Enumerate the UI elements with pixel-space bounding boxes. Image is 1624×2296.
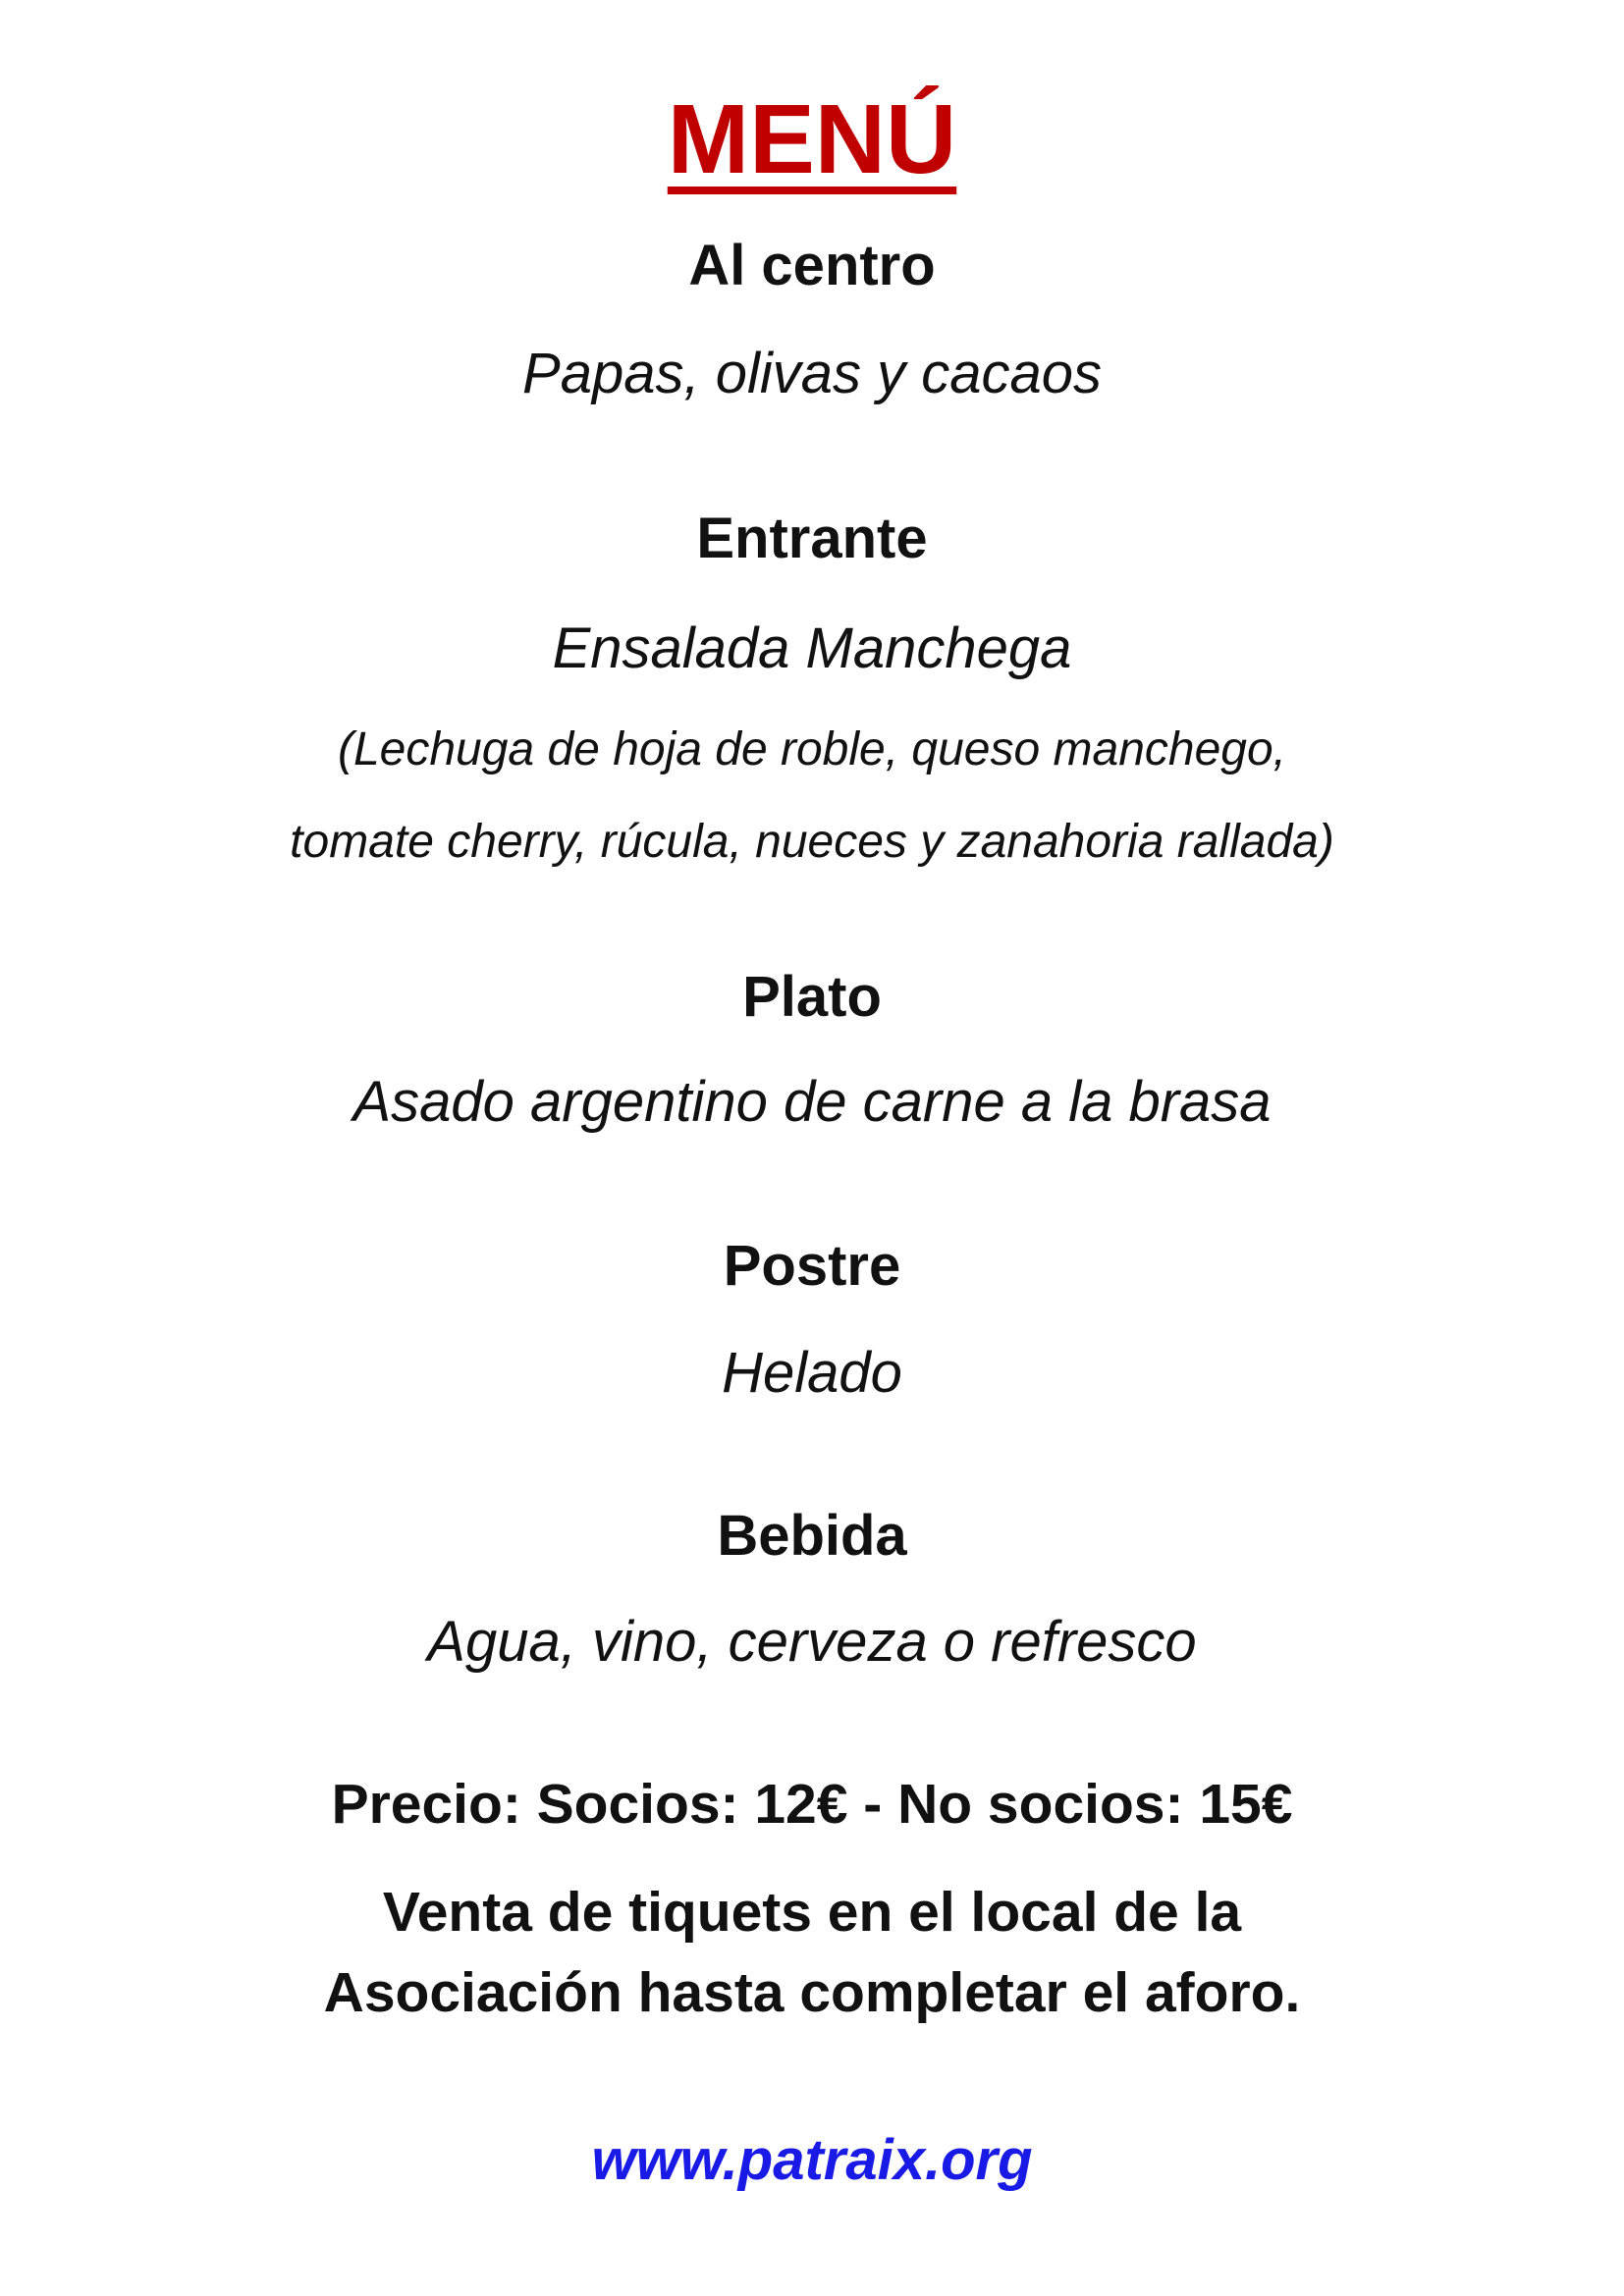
section-item-bebida: Agua, vino, cerveza o refresco xyxy=(427,1610,1197,1674)
section-heading-plato: Plato xyxy=(742,965,882,1029)
website-link[interactable]: www.patraix.org xyxy=(591,2128,1033,2192)
section-item-entrante: Ensalada Manchega xyxy=(552,616,1072,680)
section-heading-entrante: Entrante xyxy=(696,507,928,570)
section-heading-bebida: Bebida xyxy=(717,1504,907,1568)
sales-info-line-2: Asociación hasta completar el aforo. xyxy=(323,1961,1301,2024)
price-info: Precio: Socios: 12€ - No socios: 15€ xyxy=(331,1773,1293,1836)
section-heading-al-centro: Al centro xyxy=(688,234,936,297)
section-item-plato: Asado argentino de carne a la brasa xyxy=(352,1070,1272,1134)
section-item-al-centro: Papas, olivas y cacaos xyxy=(522,342,1102,405)
section-item-postre: Helado xyxy=(722,1341,902,1405)
section-detail-entrante-2: tomate cherry, rúcula, nueces y zanahoria rallada) xyxy=(290,816,1334,868)
page-title: MENÚ xyxy=(667,84,957,194)
section-heading-postre: Postre xyxy=(723,1234,901,1298)
sales-info-line-1: Venta de tiquets en el local de la xyxy=(382,1881,1242,1944)
section-detail-entrante-1: (Lechuga de hoja de roble, queso manchego, xyxy=(337,723,1287,775)
